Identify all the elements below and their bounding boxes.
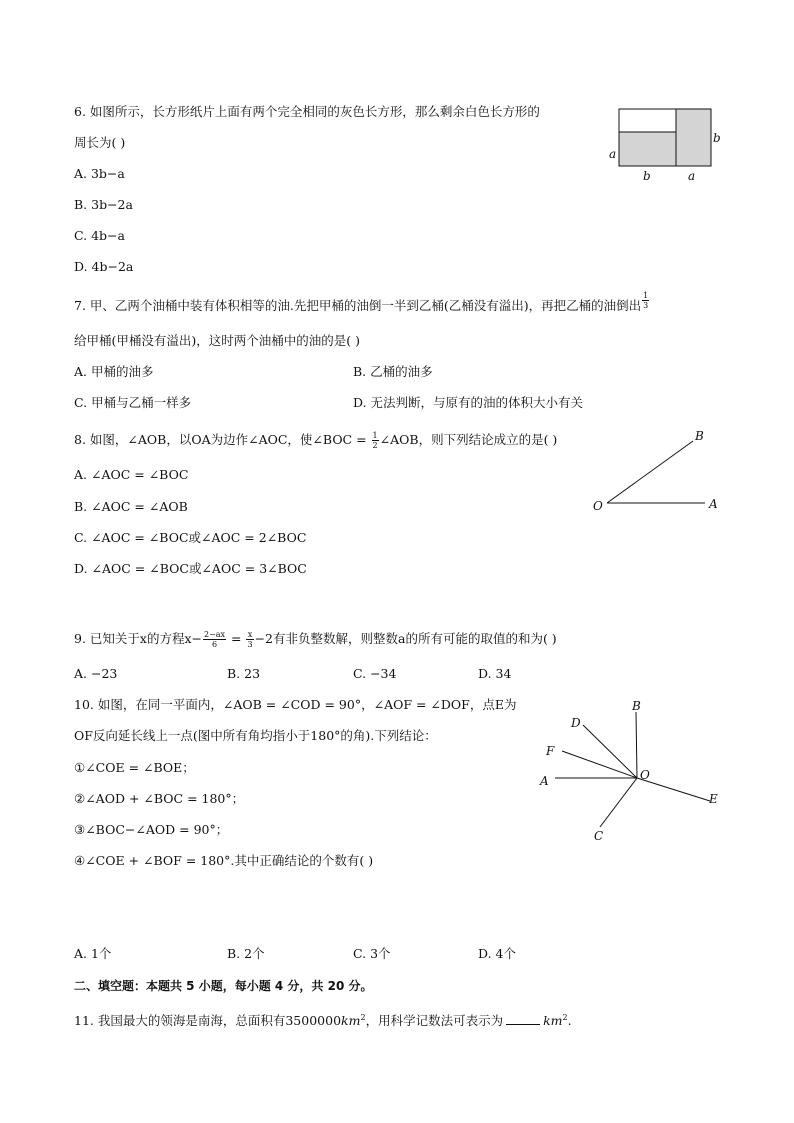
q9-stem xyxy=(74,630,557,649)
q6-rectangle-figure xyxy=(600,100,730,190)
q7-option-d: D. 无法判断，与原有的油的体积大小有关 xyxy=(353,395,584,410)
q9-fraction-1 xyxy=(203,630,226,649)
q9-option-c: C. −34 xyxy=(353,666,397,681)
q8-option-a: A. ∠AOC = ∠BOC xyxy=(74,467,189,482)
q7-stem-line1-text: 7. 甲、乙两个油桶中装有体积相等的油.先把甲桶的油倒一半到乙桶(乙桶没有溢出)，再把乙桶的油倒出 xyxy=(74,298,642,313)
q10-ray-ob xyxy=(636,712,637,778)
q6-option-d: D. 4b−2a xyxy=(74,259,134,274)
q8-stem xyxy=(74,431,557,450)
q6-option-a: A. 3b−a xyxy=(74,166,125,181)
q6-label-bottom-left: b xyxy=(643,169,651,183)
q6-stem-line2: 周长为( ) xyxy=(74,135,126,150)
q10-label-b: B xyxy=(632,699,641,713)
q8-stem-text-post: ∠AOB，则下列结论成立的是( ) xyxy=(379,432,558,447)
q7-option-c: C. 甲桶与乙桶一样多 xyxy=(74,395,192,410)
q9-option-b: B. 23 xyxy=(227,666,261,681)
q10-option-d: D. 4个 xyxy=(478,946,516,961)
q9-option-d: D. 34 xyxy=(478,666,512,681)
q9-stem-text-post: −2有非负整数解，则整数a的所有可能的取值的和为( ) xyxy=(254,631,557,646)
q10-option-b: B. 2个 xyxy=(227,946,265,961)
q11-unit: km xyxy=(341,1013,361,1029)
q8-ray-ob xyxy=(607,441,693,503)
q10-stem-line2: OF反向延长线上一点(图中所有角均指小于180°的角).下列结论： xyxy=(74,728,437,743)
q10-label-a: A xyxy=(540,774,549,788)
q10-option-a: A. 1个 xyxy=(74,946,112,961)
q10-item-1: ①∠COE = ∠BOE； xyxy=(74,760,195,775)
q10-stem-line1: 10. 如图，在同一平面内，∠AOB = ∠COD = 90°，∠AOF = ∠DOF，点E为 xyxy=(74,697,517,712)
q6-label-bottom-right: a xyxy=(688,169,696,183)
section-heading-fill-in: 二、填空题：本题共 5 小题，每小题 4 分，共 20 分。 xyxy=(74,979,373,993)
q8-label-o: O xyxy=(593,499,603,513)
q10-label-f: F xyxy=(546,744,555,758)
q9-stem-text-pre: 9. 已知关于x的方程x− xyxy=(74,631,202,646)
q11-stem xyxy=(74,1010,572,1029)
q9-frac2-num: x xyxy=(247,630,253,639)
q10-ray-od xyxy=(583,725,637,778)
q7-option-a: A. 甲桶的油多 xyxy=(74,364,154,379)
q7-stem-line1 xyxy=(74,291,650,316)
q8-option-b: B. ∠AOC = ∠AOB xyxy=(74,499,188,514)
q9-fraction-2 xyxy=(246,630,253,649)
q11-unit-2: km xyxy=(543,1013,563,1029)
q6-option-c: C. 4b−a xyxy=(74,228,125,243)
q11-stem-text-mid: ，用科学记数法可表示为 xyxy=(365,1013,504,1029)
q11-end: . xyxy=(567,1013,572,1029)
q9-frac1-den: 6 xyxy=(211,640,218,649)
q6-label-left: a xyxy=(609,147,617,161)
q8-option-c: C. ∠AOC = ∠BOC或∠AOC = 2∠BOC xyxy=(74,530,307,545)
q10-label-o: O xyxy=(640,768,650,782)
q8-option-d: D. ∠AOC = ∠BOC或∠AOC = 3∠BOC xyxy=(74,561,307,576)
q7-option-b: B. 乙桶的油多 xyxy=(353,364,433,379)
q9-frac2-den: 3 xyxy=(247,640,253,649)
q8-label-b: B xyxy=(695,429,704,443)
q11-unit-2-sup: 2 xyxy=(562,1013,568,1022)
q9-option-a: A. −23 xyxy=(74,666,118,681)
q6-gray-rect-horizontal xyxy=(619,132,676,166)
q8-angle-figure xyxy=(585,425,725,520)
q6-gray-rect-vertical xyxy=(676,109,711,166)
q6-option-b: B. 3b−2a xyxy=(74,197,133,212)
q8-label-a: A xyxy=(709,497,718,511)
q10-item-3: ③∠BOC−∠AOD = 90°； xyxy=(74,822,229,837)
q7-frac-num: 1 xyxy=(643,291,649,300)
q8-frac-den: 2 xyxy=(372,441,378,450)
q10-label-d: D xyxy=(571,716,581,730)
q10-option-c: C. 3个 xyxy=(353,946,391,961)
q7-fraction xyxy=(642,291,649,310)
q7-stem-line2: 给甲桶(甲桶没有溢出)，这时两个油桶中的油的是( ) xyxy=(74,333,360,348)
q11-unit-sup: 2 xyxy=(360,1013,366,1022)
q8-stem-text-pre: 8. 如图，∠AOB，以OA为边作∠AOC，使∠BOC = xyxy=(74,432,371,447)
q9-frac1-num: 2−ax xyxy=(203,630,226,639)
q10-item-2: ②∠AOD + ∠BOC = 180°； xyxy=(74,791,245,806)
q8-frac-num: 1 xyxy=(372,431,378,440)
q6-label-right: b xyxy=(713,131,721,145)
q10-label-e: E xyxy=(709,792,718,806)
q9-equals: = xyxy=(227,631,246,646)
q11-stem-text-pre: 11. 我国最大的领海是南海，总面积有3500000 xyxy=(74,1013,342,1029)
q6-stem-line1: 6. 如图所示，长方形纸片上面有两个完全相同的灰色长方形，那么剩余白色长方形的 xyxy=(74,104,540,119)
q10-label-c: C xyxy=(594,829,604,843)
q10-item-4: ④∠COE + ∠BOF = 180°.其中正确结论的个数有( ) xyxy=(74,853,374,868)
q10-ray-of xyxy=(562,751,637,778)
q11-answer-blank[interactable] xyxy=(506,1012,540,1025)
q10-angles-figure xyxy=(530,695,730,850)
q8-fraction xyxy=(372,431,379,450)
q10-ray-oc xyxy=(600,778,637,827)
q7-frac-den: 3 xyxy=(643,301,649,310)
